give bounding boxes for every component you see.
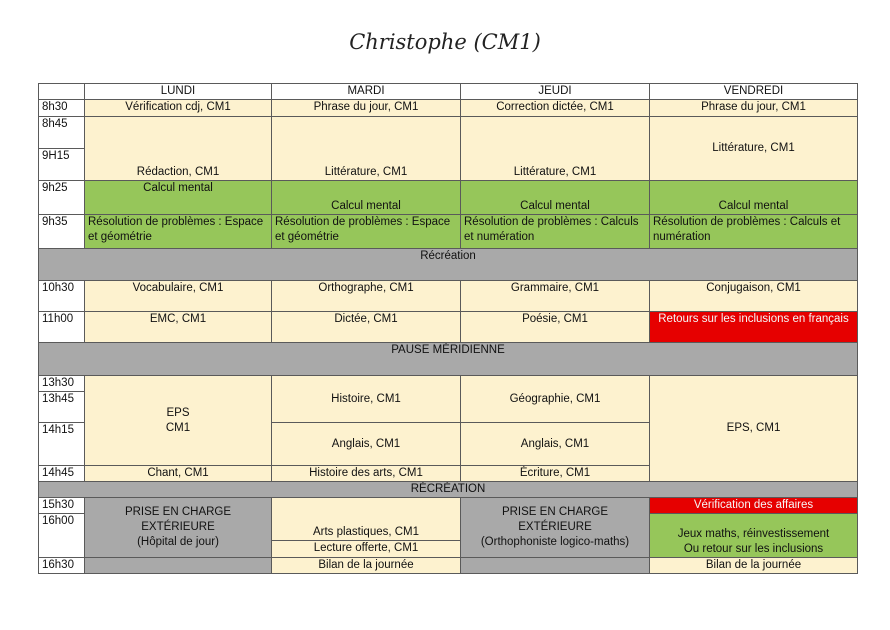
cell-vendredi-1100: Retours sur les inclusions en français <box>650 312 858 343</box>
cell-jeudi-0830: Correction dictée, CM1 <box>461 100 650 117</box>
header-day-mardi: MARDI <box>272 84 461 100</box>
cell-mardi-1445: Histoire des arts, CM1 <box>272 466 461 482</box>
break-recreation-am: Récréation <box>39 249 858 281</box>
cell-jeudi-0845: Littérature, CM1 <box>461 117 650 181</box>
cell-mardi-1415: Anglais, CM1 <box>272 423 461 466</box>
eps-line-1: EPS <box>166 406 190 419</box>
prise-en-charge-title: PRISE EN CHARGE EXTÉRIEURE <box>124 506 232 533</box>
header-day-jeudi: JEUDI <box>461 84 650 100</box>
cell-jeudi-1345: Géographie, CM1 <box>461 376 650 423</box>
cell-vendredi-1345: EPS, CM1 <box>650 376 858 482</box>
header-corner <box>39 84 85 100</box>
row-lunch <box>39 343 858 376</box>
cell-jeudi-0925: Calcul mental <box>461 181 650 215</box>
cell-lundi-eps <box>85 376 272 466</box>
cell-vendredi-0830: Phrase du jour, CM1 <box>650 100 858 117</box>
cell-mardi-1100: Dictée, CM1 <box>272 312 461 343</box>
cell-vendredi-0925: Calcul mental <box>650 181 858 215</box>
cell-mardi-0935: Résolution de problèmes : Espace et géométrie <box>272 215 461 249</box>
prise-en-charge-detail: (Hôpital de jour) <box>137 536 219 548</box>
cell-lundi-0935: Résolution de problèmes : Espace et géométrie <box>85 215 272 249</box>
header-day-vendredi: VENDREDI <box>650 84 858 100</box>
cell-vendredi-1030: Conjugaison, CM1 <box>650 281 858 312</box>
row-1100 <box>39 312 858 343</box>
cell-jeudi-1415: Anglais, CM1 <box>461 423 650 466</box>
cell-jeudi-1445: Écriture, CM1 <box>461 466 650 482</box>
row-1330 <box>39 376 858 392</box>
cell-vendredi-1530: Vérification des affaires <box>650 498 858 514</box>
timetable <box>38 83 858 574</box>
row-1030 <box>39 281 858 312</box>
time-label: 14h45 <box>39 466 85 482</box>
row-0830 <box>39 100 858 117</box>
cell-mardi-1530: Arts plastiques, CM1 <box>272 498 461 541</box>
time-label: 13h45 <box>39 392 85 423</box>
time-label: 15h30 <box>39 498 85 514</box>
cell-mardi-1630: Bilan de la journée <box>272 558 461 574</box>
eps-line-2: CM1 <box>165 421 191 434</box>
row-recreation-pm <box>39 482 858 498</box>
cell-jeudi-1630 <box>461 558 650 574</box>
cell-lundi-1100: EMC, CM1 <box>85 312 272 343</box>
cell-mardi-0830: Phrase du jour, CM1 <box>272 100 461 117</box>
cell-lundi-prise-en-charge <box>85 498 272 558</box>
cell-lundi-1630 <box>85 558 272 574</box>
cell-mardi-1030: Orthographe, CM1 <box>272 281 461 312</box>
cell-vendredi-0935: Résolution de problèmes : Calculs et numération <box>650 215 858 249</box>
time-label: 16h00 <box>39 514 85 558</box>
header-row <box>39 84 858 100</box>
break-recreation-pm: RÉCRÉATION <box>39 482 858 498</box>
cell-mardi-0845: Littérature, CM1 <box>272 117 461 181</box>
cell-vendredi-1630: Bilan de la journée <box>650 558 858 574</box>
time-label: 9H15 <box>39 149 85 181</box>
row-0925 <box>39 181 858 215</box>
vendredi-1600-line-2: Ou retour sur les inclusions <box>683 543 824 555</box>
prise-en-charge-detail: (Orthophoniste logico-maths) <box>480 536 630 548</box>
time-label: 16h30 <box>39 558 85 574</box>
cell-lundi-1030: Vocabulaire, CM1 <box>85 281 272 312</box>
time-label: 8h30 <box>39 100 85 117</box>
header-day-lundi: LUNDI <box>85 84 272 100</box>
cell-jeudi-1100: Poésie, CM1 <box>461 312 650 343</box>
vendredi-1600-line-1: Jeux maths, réinvestissement <box>677 528 830 540</box>
time-label: 10h30 <box>39 281 85 312</box>
time-label: 14h15 <box>39 423 85 466</box>
time-label: 9h25 <box>39 181 85 215</box>
cell-lundi-0830: Vérification cdj, CM1 <box>85 100 272 117</box>
cell-mardi-1600: Lecture offerte, CM1 <box>272 541 461 558</box>
prise-en-charge-title: PRISE EN CHARGE EXTÉRIEURE <box>501 506 609 533</box>
cell-vendredi-1600 <box>650 514 858 558</box>
time-label: 11h00 <box>39 312 85 343</box>
row-1630 <box>39 558 858 574</box>
cell-mardi-1345: Histoire, CM1 <box>272 376 461 423</box>
cell-lundi-0845: Rédaction, CM1 <box>85 117 272 181</box>
row-1530 <box>39 498 858 514</box>
time-label: 13h30 <box>39 376 85 392</box>
cell-mardi-0925: Calcul mental <box>272 181 461 215</box>
row-0845 <box>39 117 858 149</box>
cell-jeudi-prise-en-charge <box>461 498 650 558</box>
cell-lundi-1445: Chant, CM1 <box>85 466 272 482</box>
cell-jeudi-1030: Grammaire, CM1 <box>461 281 650 312</box>
row-recreation-am <box>39 249 858 281</box>
time-label: 8h45 <box>39 117 85 149</box>
row-0935 <box>39 215 858 249</box>
time-label: 9h35 <box>39 215 85 249</box>
cell-vendredi-0845: Littérature, CM1 <box>650 117 858 181</box>
cell-lundi-0925: Calcul mental <box>85 181 272 215</box>
break-lunch: PAUSE MÉRIDIENNE <box>39 343 858 376</box>
cell-jeudi-0935: Résolution de problèmes : Calculs et numération <box>461 215 650 249</box>
page-title: Christophe (CM1) <box>349 30 541 54</box>
